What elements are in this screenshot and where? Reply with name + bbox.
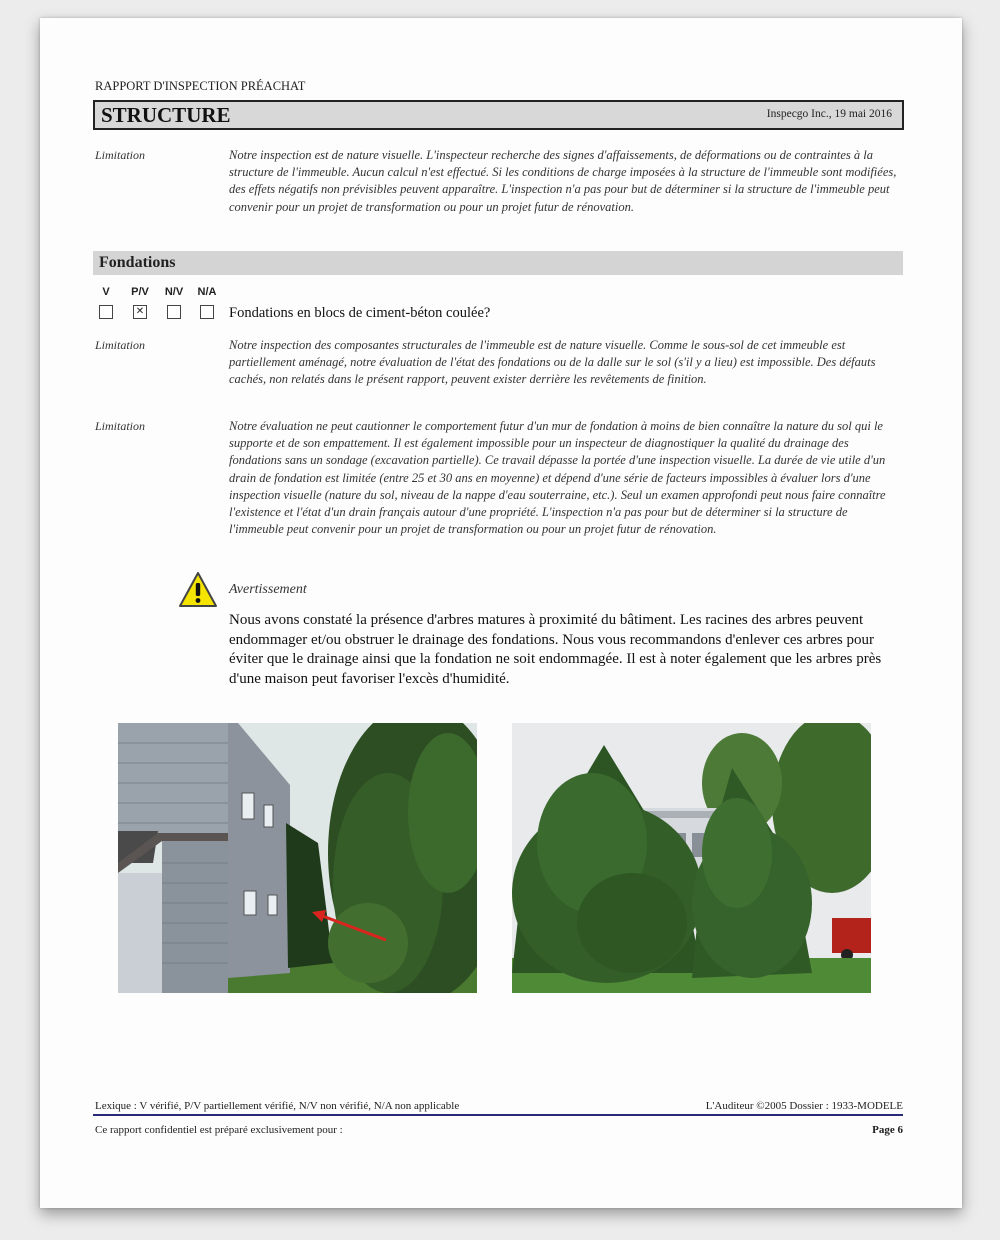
photo-trees-front: [512, 723, 871, 993]
checkbox-header-nv: N/V: [164, 286, 184, 298]
photo-house-side: [118, 723, 477, 993]
title-bar: [93, 100, 904, 130]
checkbox-nv[interactable]: [167, 305, 181, 319]
inspection-question: Fondations en blocs de ciment-béton coulée?: [229, 305, 491, 321]
footer-lexique: Lexique : V vérifié, P/V partiellement vérifié, N/V non vérifié, N/A non applicable: [95, 1100, 460, 1112]
limitation-text-1: Notre inspection des composantes structurales de l'immeuble est de nature visuelle. Comme le sous-sol de cet immeuble est partiellement aménagé, notre évaluation de l'état des fondations ou de la dalle sur le sol (s'il y a lieu) est impossible. Des défauts cachés, non relatés dans le présent rapport, peuvent exister derrière les revêtements de finition.: [229, 338, 876, 387]
limitation-label-1: Limitation: [95, 338, 146, 352]
limitation-text-2: Notre évaluation ne peut cautionner le comportement futur d'un mur de fondation à moins de bien connaître la nature du sol qui le supporte et de son empattement. Il est également impossible pour un inspecteur de diagnostiquer la qualité du drainage des fondations sans un sondage (excavation partielle). Ce travail dépasse la portée d'une inspection visuelle. La durée de vie utile d'un drain de fondation est limitée (entre 25 et 30 ans en moyenne) et dépend d'une série de facteurs impossibles à évaluer lors d'une inspection visuelle (nature du sol, niveau de la nappe d'eau souterraine, etc.). Seul un examen approfondi peut nous faire connaître l'existence et l'état d'un drain français autour d'une propriété. L'inspection n'a pas pour but de déterminer si la structure de l'immeuble peut convenir pour un projet de transformation ou pour un projet futur de rénovation.: [229, 419, 886, 537]
warning-triangle-icon: [178, 571, 218, 609]
footer-confidential: Ce rapport confidentiel est préparé exclusivement pour :: [95, 1124, 343, 1136]
section-title: Fondations: [99, 254, 176, 271]
report-label: RAPPORT D'INSPECTION PRÉACHAT: [95, 79, 306, 93]
checkbox-na[interactable]: [200, 305, 214, 319]
warning-label: Avertissement: [229, 582, 307, 597]
intro-limitation-text: Notre inspection est de nature visuelle. L'inspecteur recherche des signes d'affaissements, de déformations ou de contraintes à la structure de l'immeuble. Aucun calcul n'est effectué. Si les conditions de charge imposées à la structure de l'immeuble sont modifiées, des effets négatifs non prévisibles peuvent apparaître. L'inspection n'a pas pour but de déterminer si la structure de l'immeuble peut convenir pour un projet de transformation ou pour un projet futur de rénovation.: [229, 148, 897, 214]
page-title: STRUCTURE: [101, 103, 231, 127]
report-page: [40, 18, 962, 1208]
checkbox-header-na: N/A: [197, 286, 217, 298]
warning-text: Nous avons constaté la présence d'arbres matures à proximité du bâtiment. Les racines des arbres peuvent endommager et/ou obstruer le drainage des fondations. Nous vous recommandons d'enlever ces arbres pour éviter que le drainage ainsi que la fondation ne soit endommagée. Il est à noter également que les arbres près d'une maison peut favoriser l'excès d'humidité.: [229, 612, 882, 687]
checkbox-v[interactable]: [99, 305, 113, 319]
report-meta: Inspecgo Inc., 19 mai 2016: [766, 108, 892, 120]
section-header-fondations: [93, 251, 903, 275]
footer-divider: [93, 1114, 903, 1116]
footer-dossier: L'Auditeur ©2005 Dossier : 1933-MODELE: [705, 1100, 903, 1112]
checkbox-header-v: V: [102, 286, 110, 298]
checkbox-header-pv: P/V: [131, 286, 149, 298]
limitation-label-2: Limitation: [95, 419, 146, 433]
page-number: Page 6: [872, 1124, 903, 1136]
checkbox-pv[interactable]: ✕: [133, 305, 147, 319]
intro-limitation-label: Limitation: [95, 148, 146, 162]
